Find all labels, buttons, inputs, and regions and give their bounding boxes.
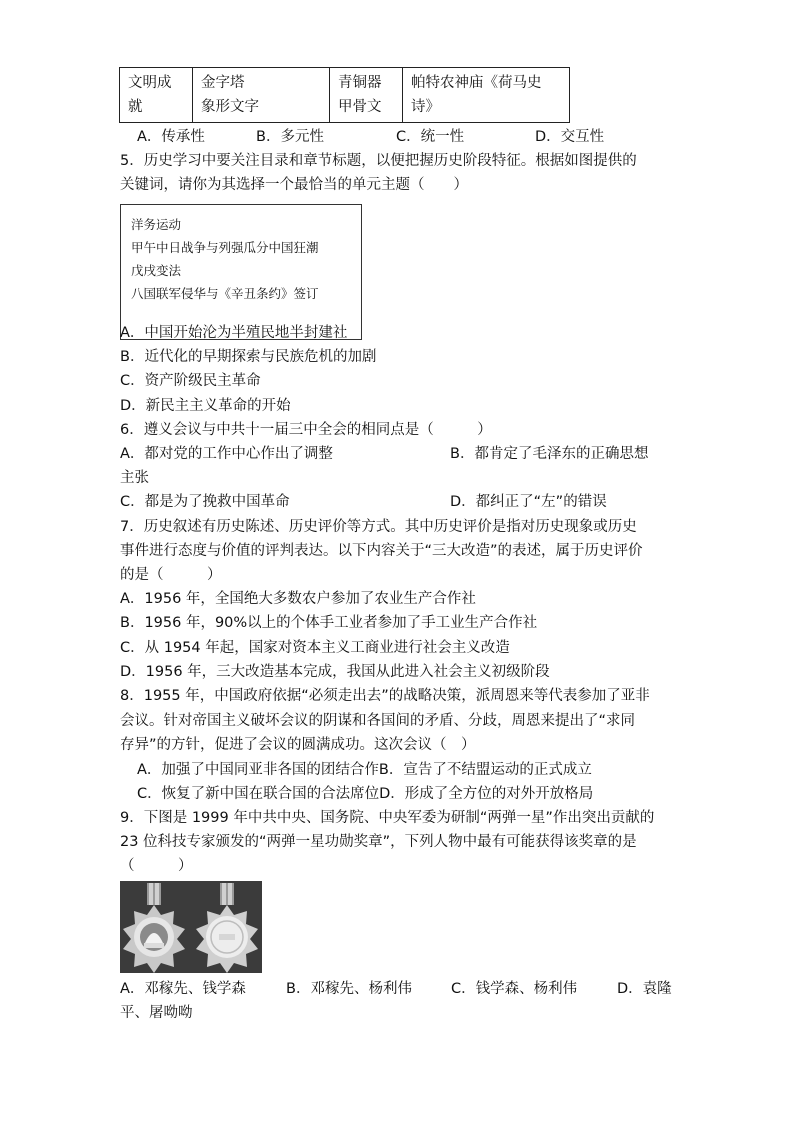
q4-option-d[interactable]: D．交互性	[535, 129, 605, 145]
q8-options-cd[interactable]: C．恢复了新中国在联合国的合法席位D．形成了全方位的对外开放格局	[137, 786, 594, 802]
q4-option-a[interactable]: A．传承性	[137, 129, 205, 145]
q9-option-d[interactable]: D．袁隆	[617, 981, 672, 997]
table-cell: 青铜器 甲骨文	[330, 68, 403, 123]
q6-option-d[interactable]: D．都纠正了“左”的错误	[450, 494, 607, 510]
q5-option-a[interactable]: A．中国开始沦为半殖民地半封建社	[120, 325, 348, 341]
keyword-item: 八国联军侵华与《辛丑条约》签订	[131, 286, 319, 301]
q9-option-c[interactable]: C．钱学森、杨利伟	[451, 981, 578, 997]
q7-option-d[interactable]: D．1956 年，三大改造基本完成，我国从此进入社会主义初级阶段	[120, 664, 550, 680]
table-cell: 文明成就	[120, 68, 193, 123]
q5-option-d[interactable]: D．新民主主义革命的开始	[120, 398, 291, 414]
q8-stem-line2: 会议。针对帝国主义破坏会议的阴谋和各国间的矛盾、分歧，周恩来提出了“求同	[120, 713, 636, 729]
q8-stem-line1: 8．1955 年，中国政府依据“必须走出去”的战略决策，派周恩来等代表参加了亚非	[120, 688, 650, 704]
q6-option-b-cont: 主张	[120, 470, 149, 486]
q5-stem-line2: 关键词，请你为其选择一个最恰当的单元主题（ ）	[120, 177, 468, 193]
q5-option-c[interactable]: C．资产阶级民主革命	[120, 373, 261, 389]
q9-stem-line2: 23 位科技专家颁发的“两弹一星功勋奖章”，下列人物中最有可能获得该奖章的是	[120, 834, 637, 850]
q7-option-c[interactable]: C．从 1954 年起，国家对资本主义工商业进行社会主义改造	[120, 640, 510, 656]
q4-option-c[interactable]: C．统一性	[396, 129, 465, 145]
keyword-item: 洋务运动	[131, 217, 182, 232]
keyword-item: 戊戌变法	[131, 263, 182, 278]
q7-option-a[interactable]: A．1956 年，全国绝大多数农户参加了农业生产合作社	[120, 591, 476, 607]
q9-stem-line1: 9．下图是 1999 年中共中央、国务院、中央军委为研制“两弹一星”作出突出贡献的	[120, 810, 655, 826]
medal-image	[120, 881, 262, 973]
q9-option-a[interactable]: A．邓稼先、钱学森	[120, 981, 246, 997]
keyword-item: 甲午中日战争与列强瓜分中国狂潮	[131, 240, 319, 255]
civilization-table	[119, 67, 570, 123]
q8-options-ab[interactable]: A．加强了中国同亚非各国的团结合作B．宣告了不结盟运动的正式成立	[137, 762, 592, 778]
keyword-box	[120, 204, 362, 340]
q5-stem-line1: 5．历史学习中要关注目录和章节标题，以便把握历史阶段特征。根据如图提供的	[120, 153, 637, 169]
medal-illustration	[120, 881, 262, 973]
q8-stem-line3: 存异”的方针，促进了会议的圆满成功。这次会议（ ）	[120, 737, 476, 753]
q9-option-d-cont: 平、屠呦呦	[120, 1005, 193, 1021]
q9-option-b[interactable]: B．邓稼先、杨利伟	[286, 981, 412, 997]
q7-stem-line1: 7．历史叙述有历史陈述、历史评价等方式。其中历史评价是指对历史现象或历史	[120, 519, 637, 535]
q9-stem-line3: （ ）	[120, 858, 193, 874]
q6-option-b[interactable]: B．都肯定了毛泽东的正确思想	[450, 446, 649, 462]
q6-stem: 6．遵义会议与中共十一届三中全会的相同点是（ ）	[120, 422, 492, 438]
q6-option-a[interactable]: A．都对党的工作中心作出了调整	[120, 446, 333, 462]
table-row	[120, 68, 570, 123]
q4-option-b[interactable]: B．多元性	[256, 129, 324, 145]
q7-stem-line3: 的是（ ）	[120, 567, 222, 583]
q5-option-b[interactable]: B．近代化的早期探索与民族危机的加剧	[120, 349, 377, 365]
table-cell: 帕特农神庙《荷马史诗》	[403, 68, 570, 123]
q7-stem-line2: 事件进行态度与价值的评判表达。以下内容关于“三大改造”的表述，属于历史评价	[120, 543, 643, 559]
table-cell: 金字塔 象形文字	[193, 68, 330, 123]
q7-option-b[interactable]: B．1956 年，90%以上的个体手工业者参加了手工业生产合作社	[120, 615, 538, 631]
q6-option-c[interactable]: C．都是为了挽救中国革命	[120, 494, 290, 510]
